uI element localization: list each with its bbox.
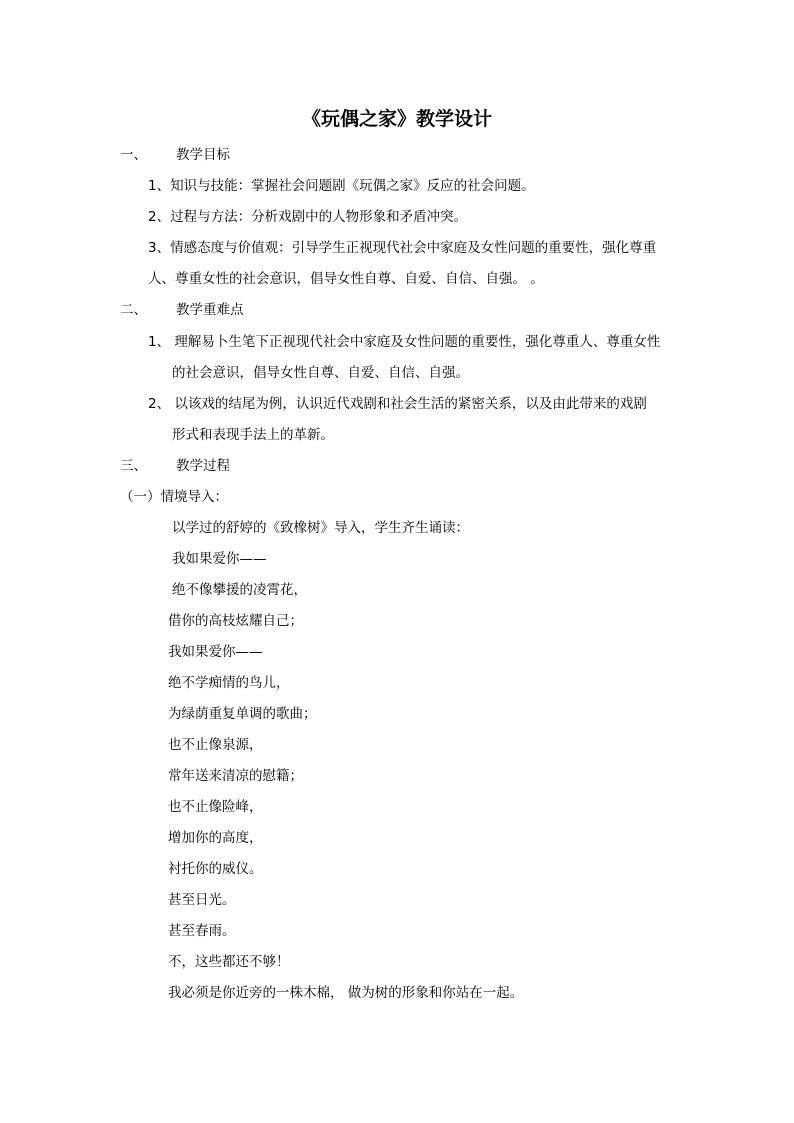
section-2-line-3: 2、 以该戏的结尾为例，认识近代戏剧和社会生活的紧密关系，以及由此带来的戏剧 [148, 396, 647, 412]
section-3-heading: 教学过程 [176, 458, 230, 474]
section-2-number: 二、 [120, 302, 147, 318]
section-1-heading: 教学目标 [176, 147, 230, 163]
section-1-line-1: 1、知识与技能：掌握社会问题剧《玩偶之家》反应的社会问题。 [148, 178, 535, 194]
poem-line: 甚至春雨。 [168, 923, 236, 939]
section-1-line-4: 人、尊重女性的社会意识，倡导女性自尊、自爱、自信、自强。 。 [148, 271, 544, 287]
poem-line: 常年送来清凉的慰籍； [168, 768, 303, 784]
section-2-line-4: 形式和表现手法上的革新。 [172, 427, 334, 443]
poem-line: 借你的高枝炫耀自己； [168, 613, 303, 629]
poem-line: 不，这些都还不够！ [168, 954, 290, 970]
poem-line: 增加你的高度， [168, 830, 263, 846]
document-title: 《玩偶之家》教学设计 [301, 108, 492, 130]
intro-paragraph: 以学过的舒婷的《致橡树》导入，学生齐生诵读： [172, 520, 469, 536]
poem-line: 我如果爱你—— [168, 644, 263, 660]
section-2-heading: 教学重难点 [176, 302, 244, 318]
poem-line: 绝不像攀援的凌霄花， [172, 582, 307, 598]
poem-line: 绝不学痴情的鸟儿， [168, 675, 290, 691]
poem-line: 也不止像险峰， [168, 799, 263, 815]
poem-line: 我必须是你近旁的一株木棉， 做为树的形象和你站在一起。 [168, 985, 524, 1001]
section-1-number: 一、 [120, 147, 147, 163]
poem-line: 为绿荫重复单调的歌曲； [168, 706, 317, 722]
section-1-line-3: 3、情感态度与价值观：引导学生正视现代社会中家庭及女性问题的重要性，强化尊重 [148, 240, 657, 256]
poem-line: 也不止像泉源， [168, 737, 263, 753]
section-3-number: 三、 [120, 458, 147, 474]
poem-line: 我如果爱你—— [172, 551, 267, 567]
poem-line: 衬托你的威仪。 [168, 861, 263, 877]
section-1-line-2: 2、过程与方法：分析戏剧中的人物形象和矛盾冲突。 [148, 209, 468, 225]
subsection-heading: （一）情境导入： [120, 489, 228, 505]
poem-line: 甚至日光。 [168, 892, 236, 908]
section-2-line-1: 1、 理解易卜生笔下正视现代社会中家庭及女性问题的重要性，强化尊重人、尊重女性 [148, 334, 661, 350]
section-2-line-2: 的社会意识，倡导女性自尊、自爱、自信、自强。 [172, 365, 469, 381]
